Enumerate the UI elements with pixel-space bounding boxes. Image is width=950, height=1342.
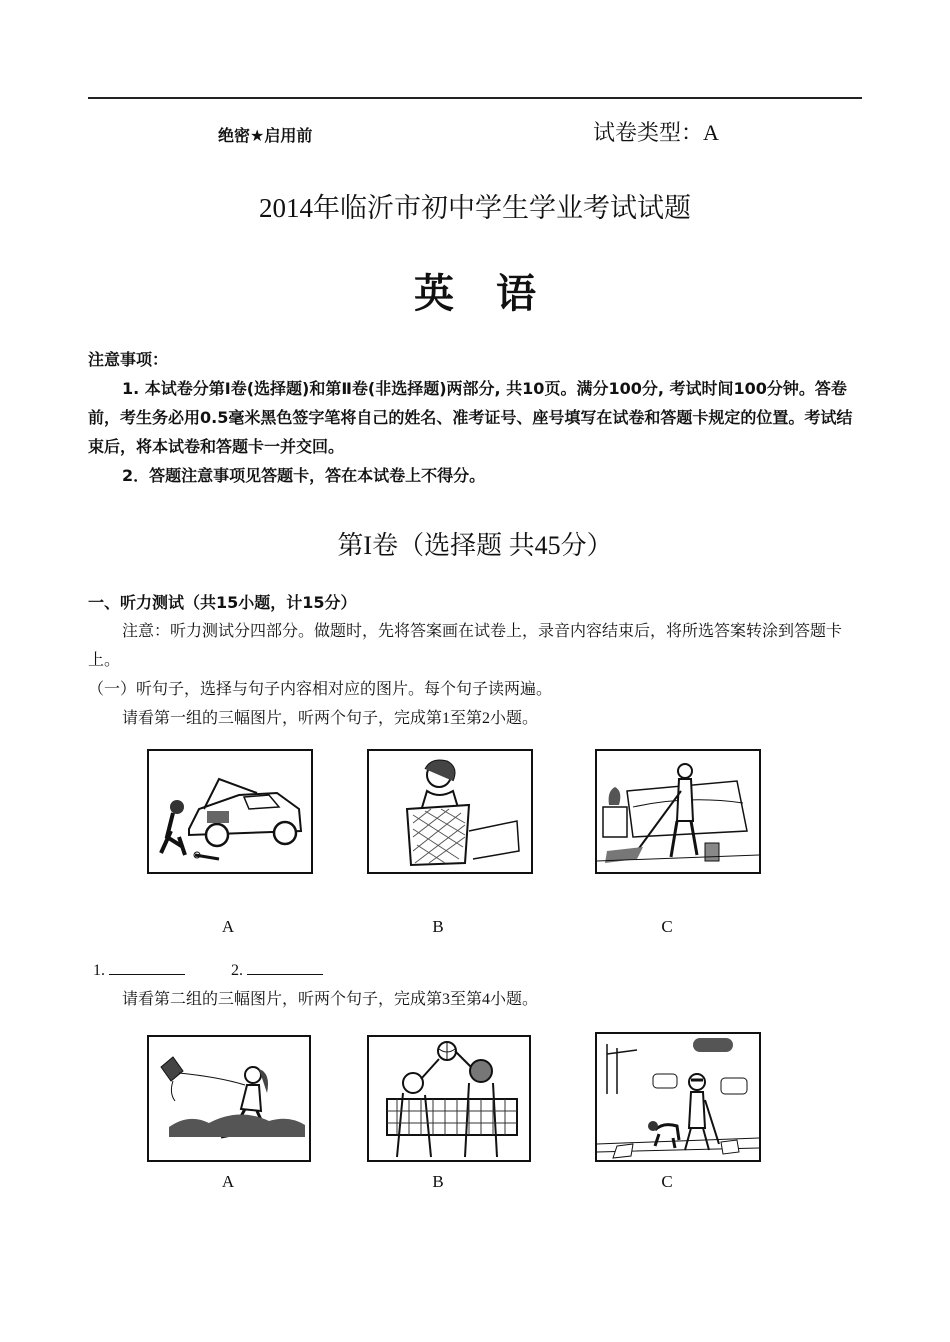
group1-caption-b: B [432,917,444,936]
group1-instruction: 请看第一组的三幅图片，听两个句子，完成第1至第2小题。 [122,710,539,727]
question-number-2: 2. [231,962,243,979]
group1-caption-c: C [661,917,673,936]
notice-item-1: 1. 本试卷分第Ⅰ卷(选择题)和第Ⅱ卷(非选择题)两部分, 共10页。满分100分, 考试时间100分钟。答卷前，考生务必用0.5毫米黑色签字笔将自己的姓名、准考证号、座号填写在试卷和答题卡规定的位置。考试结束后，将本试卷和答题卡一并交回。 [88,379,853,456]
answer-blank-2[interactable] [247,960,323,975]
crossing-illustration [597,1034,759,1160]
subject-title: 英语 [414,271,578,317]
volleyball-illustration [369,1037,529,1160]
listening-note: 注意：听力测试分四部分。做题时，先将答案画在试卷上，录音内容结束后，将所选答案转涂到答题卡上。 [88,623,843,669]
picture-blind-man-with-dog [595,1032,761,1162]
sub-section-1: （一）听句子，选择与句子内容相对应的图片。每个句子读两遍。 [88,681,553,698]
confidential-label: 绝密★启用前 [218,126,313,145]
notice-heading: 注意事项： [88,350,169,369]
picture-woman-knitting [367,749,533,874]
group2-caption-b: B [432,1172,444,1191]
paper-type: 试卷类型：A [593,120,719,145]
header-rule [88,97,862,99]
kite-illustration [149,1037,309,1160]
picture-flying-kite [147,1035,311,1162]
notice-item-2: 2．答题注意事项见答题卡，答在本试卷上不得分。 [122,466,486,485]
part-title: 第I卷（选择题 共45分） [337,531,613,560]
picture-volleyball [367,1035,531,1162]
mopping-illustration [597,751,759,872]
group2-instruction: 请看第二组的三幅图片，听两个句子，完成第3至第4小题。 [122,991,539,1008]
group2-caption-a: A [221,1172,235,1191]
answer-line-1 [93,960,185,980]
answer-blank-1[interactable] [109,960,185,975]
woman-net-illustration [369,751,531,872]
picture-car-repair [147,749,313,874]
question-number-1: 1. [93,962,105,979]
picture-mopping-floor [595,749,761,874]
answer-line-2 [231,960,323,980]
group1-caption-a: A [221,917,235,936]
group2-caption-c: C [661,1172,673,1191]
listening-heading: 一、听力测试（共15小题，计15分） [88,593,357,612]
exam-title: 2014年临沂市初中学生学业考试试题 [259,193,691,223]
car-repair-illustration [149,751,311,872]
